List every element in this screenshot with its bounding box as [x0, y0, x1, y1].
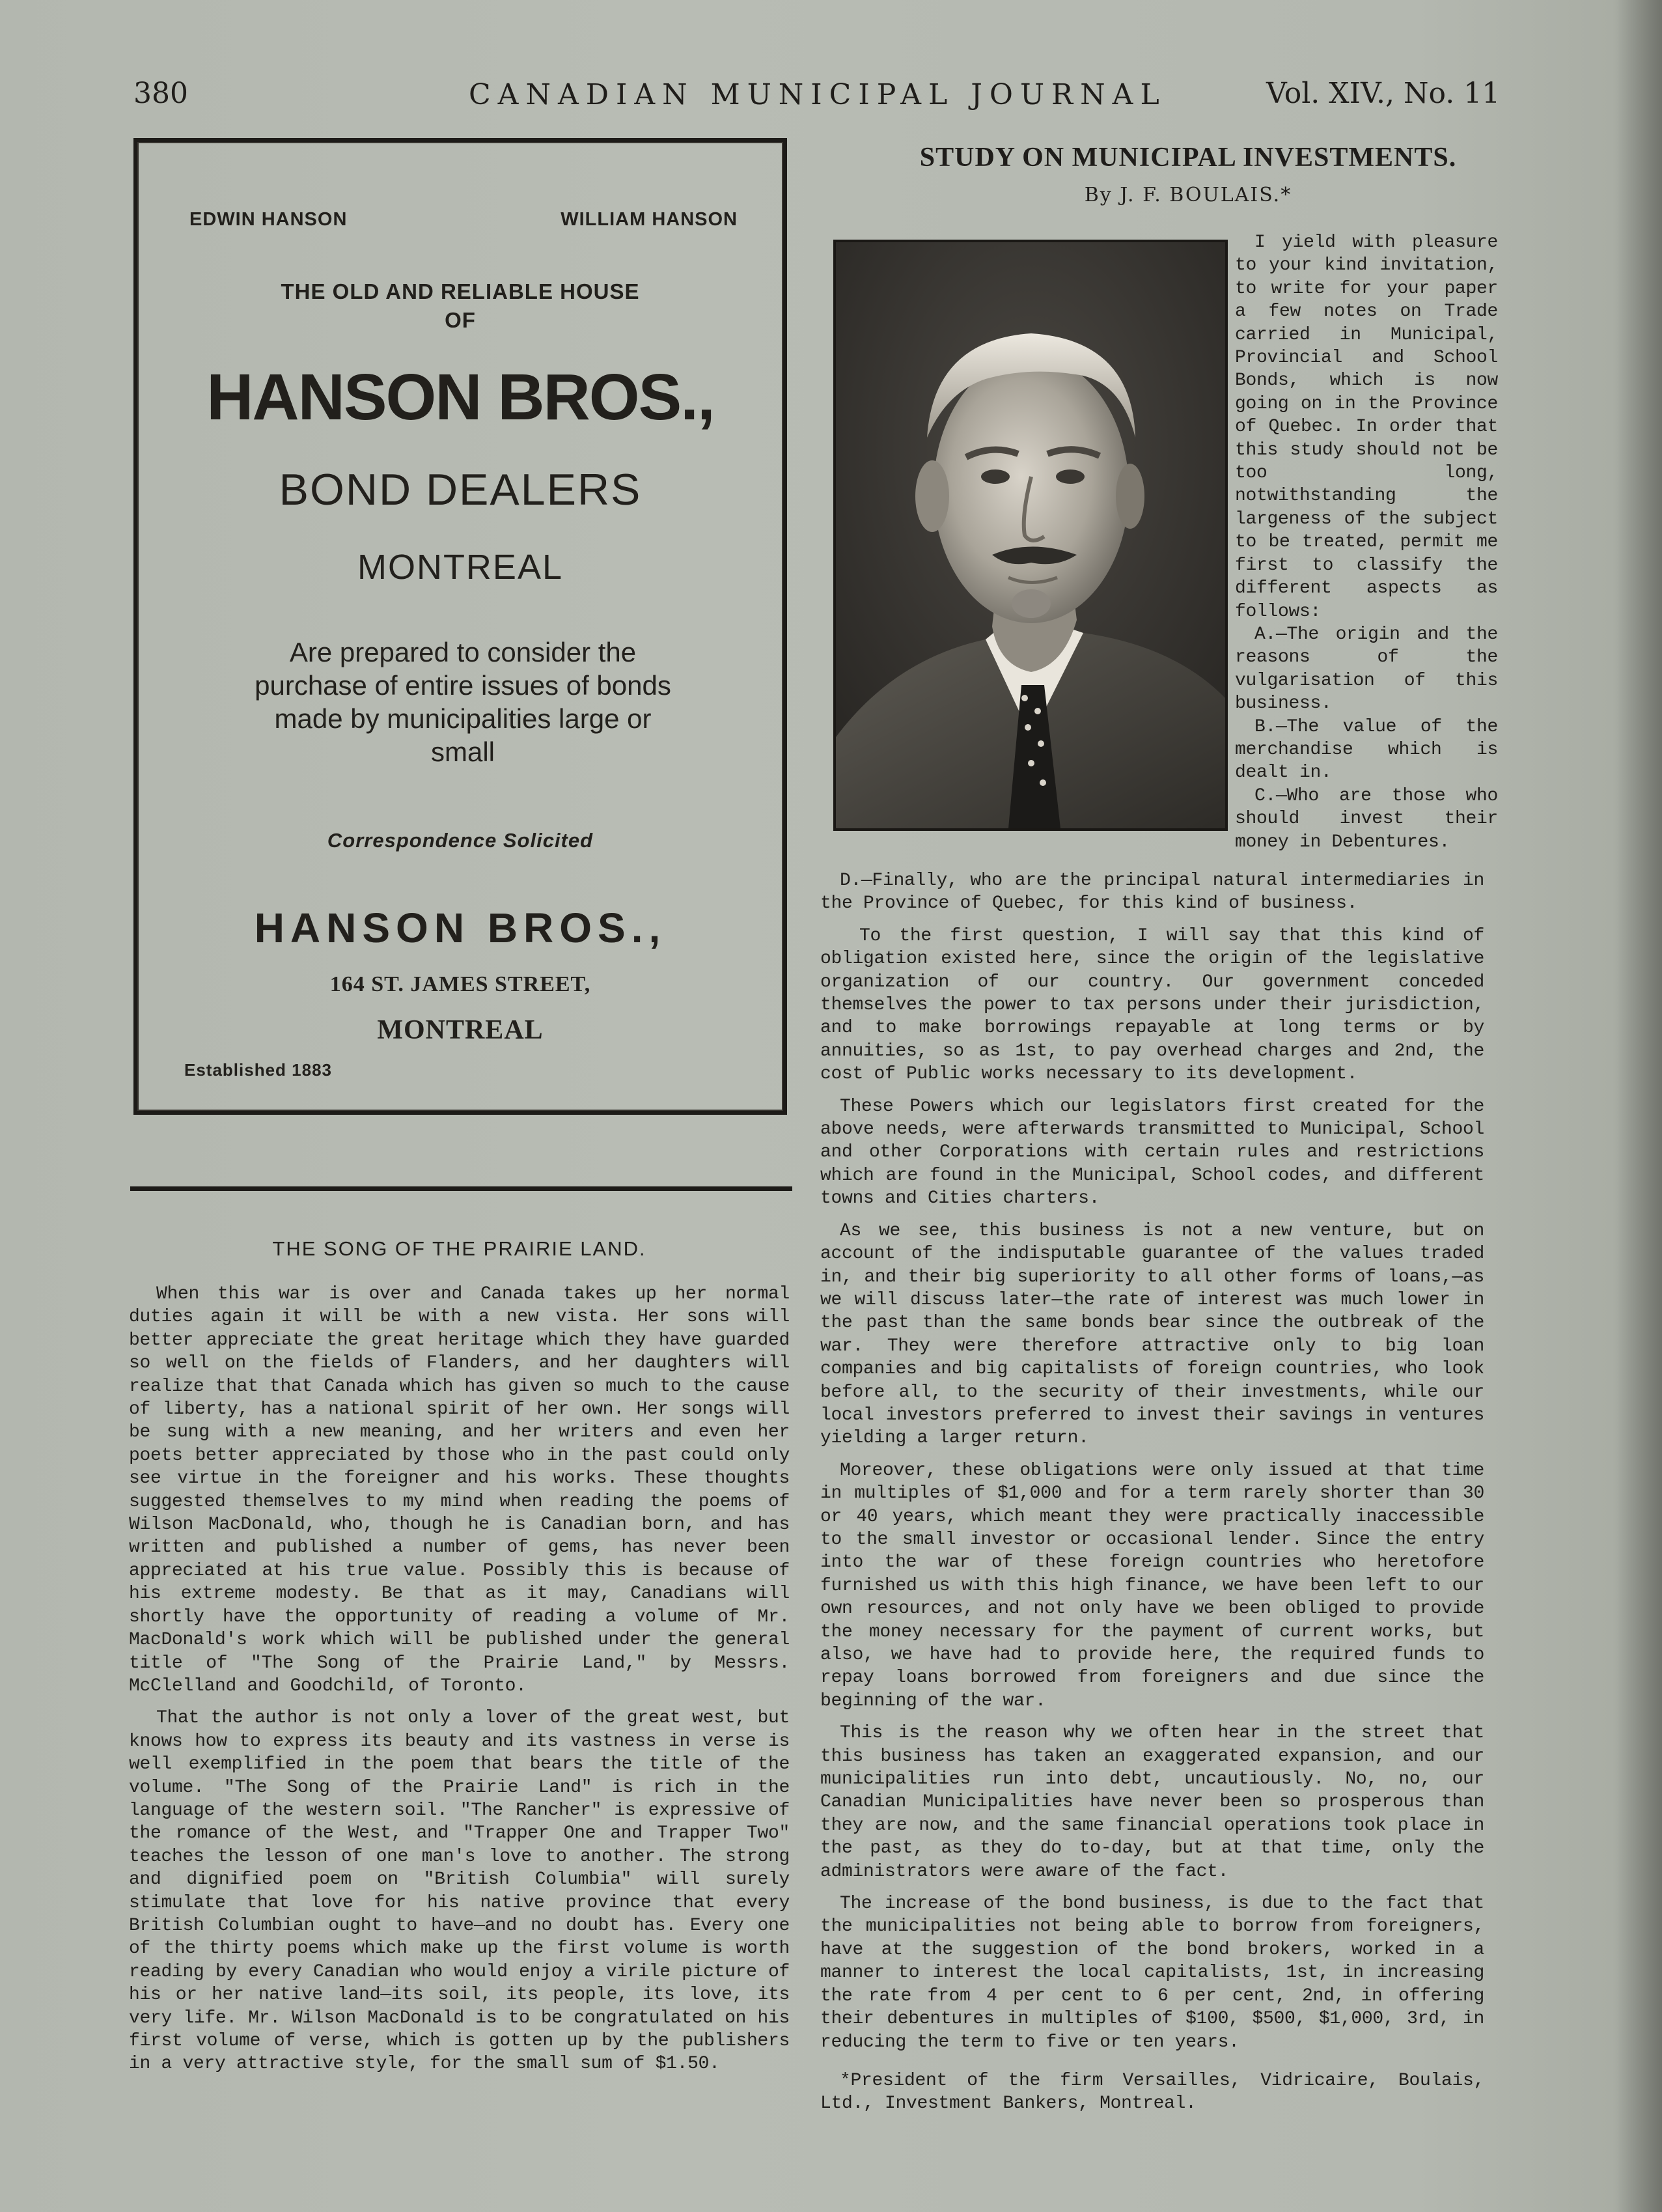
ad-house-line2: OF — [445, 308, 476, 332]
article-paragraph: A.—The origin and the reasons of the vulgarisation of this business. — [1235, 624, 1498, 714]
article-paragraph: When this war is over and Canada takes up her normal duties again it will be with a new vista. Her sons will better appreciate the great heritage which they have guarded so well on the fields of Flanders, and her daughters will realize that that Canada which has given so much to the cause of liberty, has a national spirit of her own. Her songs will be sung with a new meaning, and her writers and even her poets better appreciated by those who in the past could only see virtue in the foreigner and his works. These thoughts suggested themselves to my mind when reading the poems of Wilson MacDonald, who, though he is Canadian born, and has written and published a number of gems, has never been appreciated at his true value. Possibly this is because of his extreme modesty. Be that as it may, Canadians will shortly have the opportunity of reading a volume of Mr. MacDonald's work which will be published under the general title of "The Song of the Prairie Land," by Messrs. McClelland and Goodchild, of Toronto. — [129, 1284, 790, 1696]
section-divider — [130, 1186, 792, 1191]
investments-article-body — [820, 869, 1484, 2125]
ad-city-repeat: MONTREAL — [377, 1015, 544, 1045]
article-paragraph: I yield with pleasure to your kind invitation, to write for your paper a few notes on Trade carried in Municipal, Provincial and School Bonds, which is now going on in the Province of Quebec. In order that this study should not be too long, notwithstanding the largeness of the subject to be treated, permit me first to classify the different aspects as follows: — [1235, 232, 1498, 622]
ad-brand-name: HANSON BROS., — [206, 361, 714, 434]
ad-offer-text: Are prepared to consider the purchase of entire issues of bonds made by municipalities large or small — [255, 637, 671, 767]
article-body — [129, 1283, 790, 2076]
article-paragraph: Moreover, these obligations were only issued at that time in multiples of $1,000 and for a term rarely shorter than 30 or 40 years, which meant they were practically inaccessible to the small investor or occasional lender. Since the entry into the war of these foreign countries who heretofore furnished us with this high finance, we have been left to our own resources, and not only have we been obliged to provide the money necessary for the payment of current works, but also, we have had to provide here, the required funds to repay loans borrowed from foreigners and due since the beginning of the war. — [820, 1460, 1484, 1711]
ad-established: Established 1883 — [184, 1060, 332, 1080]
ad-house-line1: THE OLD AND RELIABLE HOUSE — [281, 279, 640, 303]
journal-title: CANADIAN MUNICIPAL JOURNAL — [469, 78, 1167, 111]
volume-number: Vol. XIV., No. 11 — [1266, 77, 1501, 110]
ad-business-type: BOND DEALERS — [279, 465, 642, 514]
page-number: 380 — [133, 77, 188, 110]
wrap-around-text — [1235, 231, 1498, 854]
article-paragraph: To the first question, I will say that this kind of obligation existed here, since the origin of the legislative organization of our country. Our government conceded themselves the power to tax persons under their jurisdiction, and to make borrowings repayable at long terms or by annuities, so as 1st, to pay overhead charges and 2nd, the cost of Public works necessary to its development. — [820, 925, 1484, 1085]
ad-correspondence: Correspondence Solicited — [327, 829, 594, 852]
prairie-land-article — [129, 1237, 790, 2085]
article-paragraph: This is the reason why we often hear in the street that this business has taken an exaggerated expansion, and our municipalities run into debt, uncautiously. No, no, our Canadian Municipalities have never been so prosperous than they are now, and the same financial operations took place in the past, as they do to-day, but at that time, only the administrators were aware of the fact. — [820, 1723, 1484, 1882]
ad-city: MONTREAL — [357, 548, 564, 587]
ad-partner-names — [189, 209, 738, 235]
article-paragraph: As we see, this business is not a new venture, but on account of the indisputable guarantee of the values traded in, and their big superiority to all other forms of loans,—as we will discuss later—the rate of interest was much lower in the past than the same bonds bear since the outbreak of the war. They were therefore attractive only to big loan companies and big capitalists of foreign countries, who look before all, to the security of their investments, while our local investors preferred to invest their savings in ventures yielding a larger return. — [820, 1220, 1484, 1449]
article-paragraph: C.—Who are those who should invest their money in Debentures. — [1235, 785, 1498, 852]
author-portrait-photo — [833, 240, 1228, 831]
page-header — [0, 77, 1662, 122]
ad-street-address: 164 ST. JAMES STREET, — [329, 972, 591, 996]
article-paragraph: These Powers which our legislators first created for the above needs, were afterwards transmitted to Municipal, School and other Corporations with certain rules and restrictions which are found in the Municipal, School codes, and different towns and Cities charters. — [820, 1096, 1484, 1209]
article-byline: By J. F. BOULAIS.* — [1084, 184, 1292, 206]
investments-article-title: STUDY ON MUNICIPAL INVESTMENTS. — [919, 143, 1457, 173]
article-paragraph: That the author is not only a lover of the great west, but knows how to express its beauty and its vastness in verse is well exemplified in the poem that bears the title of the volume. "The Song of the Prairie Land" is rich in the language of the western soil. "The Rancher" is expressive of the romance of the West, and "Trapper One and Trapper Two" teaches the lesson of one man's love to another. The strong and dignified poem on "British Columbia" will surely stimulate that love for his native province that every British Columbian ought to have—and no doubt has. Every one of the thirty poems which make up the first volume is worth reading by every Canadian who would enjoy a virile picture of his or her native land—its soil, its people, its love, its very life. Mr. Wilson MacDonald is to be congratulated on his first volume of verse, which is gotten up by the publishers in a very attractive style, for the small sum of $1.50. — [129, 1708, 790, 2075]
binding-shadow — [1616, 0, 1662, 2212]
article-paragraph: The increase of the bond business, is due to the fact that the municipalities not being able to borrow from foreigners, have at the suggestion of the bond brokers, worked in a manner to interest the local capitalists, 1st, in increasing the rate from 4 per cent to 6 per cent, 2nd, in offering their debentures in multiples of $100, $500, $1,000, 3rd, in reducing the term to five or ten years. — [820, 1894, 1484, 2052]
article-paragraph: D.—Finally, who are the principal natural intermediaries in the Province of Quebec, for this kind of business. — [820, 871, 1484, 914]
ad-brand-repeat: HANSON BROS., — [254, 904, 667, 951]
article-title: THE SONG OF THE PRAIRIE LAND. — [272, 1237, 646, 1260]
article-paragraph: B.—The value of the merchandise which is dealt in. — [1235, 716, 1498, 783]
ad-house-tagline — [137, 277, 783, 335]
ad-name-right: WILLIAM HANSON — [561, 209, 738, 230]
hanson-bros-advertisement — [133, 138, 787, 1115]
article-footnote: *President of the firm Versailles, Vidricaire, Boulais, Ltd., Investment Bankers, Montreal. — [820, 2070, 1484, 2114]
ad-name-left: EDWIN HANSON — [189, 209, 348, 230]
